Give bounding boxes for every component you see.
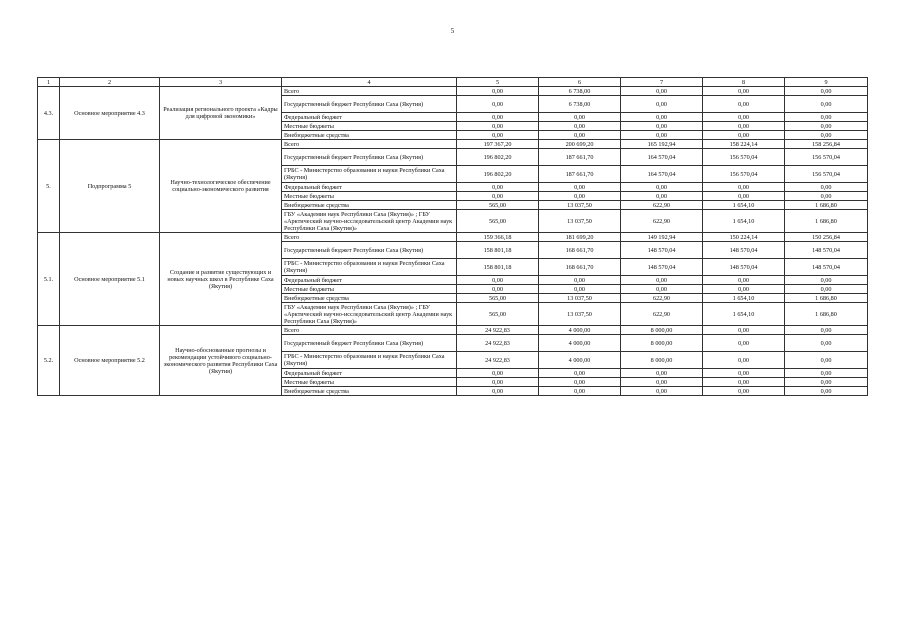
amount-cell: 0,00 xyxy=(703,183,785,192)
amount-cell: 0,00 xyxy=(703,122,785,131)
amount-cell: 13 037,50 xyxy=(539,303,621,326)
amount-cell: 8 000,00 xyxy=(621,352,703,369)
amount-cell: 0,00 xyxy=(539,387,621,396)
amount-cell: 0,00 xyxy=(703,276,785,285)
funding-source: Местные бюджеты xyxy=(282,192,457,201)
program-description: Создание и развитие существующих и новых научных школ в Республике Саха (Якутия) xyxy=(160,233,282,326)
amount-cell: 0,00 xyxy=(621,387,703,396)
amount-cell: 0,00 xyxy=(703,113,785,122)
program-name: Подпрограмма 5 xyxy=(60,140,160,233)
budget-table-body xyxy=(38,78,868,396)
table-row xyxy=(38,233,868,242)
amount-cell: 0,00 xyxy=(539,113,621,122)
amount-cell: 24 922,83 xyxy=(457,352,539,369)
amount-cell: 622,90 xyxy=(621,294,703,303)
amount-cell: 0,00 xyxy=(785,378,868,387)
header-row xyxy=(38,78,868,87)
amount-cell: 0,00 xyxy=(539,192,621,201)
amount-cell: 159 366,18 xyxy=(457,233,539,242)
funding-source: Местные бюджеты xyxy=(282,285,457,294)
amount-cell: 187 661,70 xyxy=(539,149,621,166)
column-header: 4 xyxy=(282,78,457,87)
amount-cell: 0,00 xyxy=(539,183,621,192)
amount-cell: 13 037,50 xyxy=(539,201,621,210)
amount-cell: 8 000,00 xyxy=(621,326,703,335)
funding-source: ГБУ «Академия наук Республики Саха (Якутия)» ; ГБУ «Арктический научно-исследовательский центр Академии наук Республики Саха (Якутия)» xyxy=(282,303,457,326)
funding-source: Внебюджетные средства xyxy=(282,131,457,140)
amount-cell: 0,00 xyxy=(703,335,785,352)
amount-cell: 0,00 xyxy=(703,369,785,378)
amount-cell: 565,00 xyxy=(457,210,539,233)
amount-cell: 148 570,04 xyxy=(621,259,703,276)
amount-cell: 6 738,00 xyxy=(539,96,621,113)
program-description: Реализация регионального проекта «Кадры для цифровой экономики» xyxy=(160,87,282,140)
amount-cell: 0,00 xyxy=(621,113,703,122)
amount-cell: 0,00 xyxy=(785,335,868,352)
amount-cell: 1 654,10 xyxy=(703,294,785,303)
funding-source: ГРБС - Министерство образования и науки Республики Саха (Якутия) xyxy=(282,352,457,369)
funding-source: Федеральный бюджет xyxy=(282,369,457,378)
funding-source: Федеральный бюджет xyxy=(282,113,457,122)
amount-cell: 0,00 xyxy=(785,326,868,335)
funding-source: Всего xyxy=(282,326,457,335)
amount-cell: 164 570,04 xyxy=(621,166,703,183)
amount-cell: 158 256,84 xyxy=(785,140,868,149)
funding-source: Внебюджетные средства xyxy=(282,387,457,396)
amount-cell: 164 570,04 xyxy=(621,149,703,166)
amount-cell: 181 699,20 xyxy=(539,233,621,242)
row-number: 5. xyxy=(38,140,60,233)
funding-source: ГБУ «Академия наук Республики Саха (Якутия)» ; ГБУ «Арктический научно-исследовательский центр Академии наук Республики Саха (Якутия)» xyxy=(282,210,457,233)
amount-cell: 0,00 xyxy=(785,369,868,378)
amount-cell: 0,00 xyxy=(703,326,785,335)
amount-cell: 168 661,70 xyxy=(539,242,621,259)
amount-cell: 158 224,14 xyxy=(703,140,785,149)
program-name: Основное мероприятие 4.3 xyxy=(60,87,160,140)
amount-cell: 0,00 xyxy=(621,122,703,131)
amount-cell: 1 686,80 xyxy=(785,303,868,326)
amount-cell: 156 570,04 xyxy=(785,166,868,183)
amount-cell: 0,00 xyxy=(785,276,868,285)
amount-cell: 565,00 xyxy=(457,201,539,210)
amount-cell: 4 000,00 xyxy=(539,352,621,369)
row-number: 5.2. xyxy=(38,326,60,396)
amount-cell: 165 192,94 xyxy=(621,140,703,149)
funding-source: Государственный бюджет Республики Саха (Якутия) xyxy=(282,96,457,113)
amount-cell: 24 922,83 xyxy=(457,326,539,335)
funding-source: Внебюджетные средства xyxy=(282,201,457,210)
funding-source: Всего xyxy=(282,140,457,149)
funding-source: ГРБС - Министерство образования и науки Республики Саха (Якутия) xyxy=(282,166,457,183)
amount-cell: 0,00 xyxy=(785,113,868,122)
amount-cell: 168 661,70 xyxy=(539,259,621,276)
amount-cell: 0,00 xyxy=(621,131,703,140)
amount-cell: 196 802,20 xyxy=(457,166,539,183)
amount-cell: 0,00 xyxy=(785,352,868,369)
amount-cell: 0,00 xyxy=(539,369,621,378)
amount-cell: 0,00 xyxy=(621,285,703,294)
column-header: 8 xyxy=(703,78,785,87)
amount-cell: 565,00 xyxy=(457,294,539,303)
amount-cell: 0,00 xyxy=(621,378,703,387)
funding-source: ГРБС - Министерство образования и науки Республики Саха (Якутия) xyxy=(282,259,457,276)
amount-cell: 148 570,04 xyxy=(785,259,868,276)
amount-cell: 0,00 xyxy=(703,285,785,294)
amount-cell: 4 000,00 xyxy=(539,335,621,352)
amount-cell: 0,00 xyxy=(785,387,868,396)
amount-cell: 8 000,00 xyxy=(621,335,703,352)
amount-cell: 0,00 xyxy=(785,183,868,192)
amount-cell: 200 699,20 xyxy=(539,140,621,149)
amount-cell: 148 570,04 xyxy=(703,259,785,276)
amount-cell: 0,00 xyxy=(457,113,539,122)
amount-cell: 0,00 xyxy=(457,387,539,396)
amount-cell: 0,00 xyxy=(457,192,539,201)
amount-cell: 0,00 xyxy=(621,369,703,378)
amount-cell: 0,00 xyxy=(703,192,785,201)
amount-cell: 6 738,00 xyxy=(539,87,621,96)
amount-cell: 1 686,80 xyxy=(785,294,868,303)
amount-cell: 0,00 xyxy=(785,96,868,113)
funding-source: Государственный бюджет Республики Саха (Якутия) xyxy=(282,335,457,352)
amount-cell: 0,00 xyxy=(457,369,539,378)
amount-cell: 0,00 xyxy=(703,131,785,140)
amount-cell: 0,00 xyxy=(457,122,539,131)
amount-cell: 0,00 xyxy=(539,276,621,285)
amount-cell: 148 570,04 xyxy=(703,242,785,259)
funding-source: Местные бюджеты xyxy=(282,122,457,131)
amount-cell: 0,00 xyxy=(539,131,621,140)
amount-cell: 0,00 xyxy=(621,192,703,201)
column-header: 6 xyxy=(539,78,621,87)
amount-cell: 158 801,18 xyxy=(457,259,539,276)
column-header: 3 xyxy=(160,78,282,87)
amount-cell: 0,00 xyxy=(457,276,539,285)
amount-cell: 149 192,94 xyxy=(621,233,703,242)
amount-cell: 187 661,70 xyxy=(539,166,621,183)
amount-cell: 0,00 xyxy=(621,87,703,96)
amount-cell: 0,00 xyxy=(785,192,868,201)
amount-cell: 0,00 xyxy=(621,96,703,113)
amount-cell: 0,00 xyxy=(457,96,539,113)
column-header: 7 xyxy=(621,78,703,87)
amount-cell: 1 654,10 xyxy=(703,210,785,233)
amount-cell: 0,00 xyxy=(703,378,785,387)
row-number: 4.3. xyxy=(38,87,60,140)
page-number: 5 xyxy=(450,27,455,35)
amount-cell: 0,00 xyxy=(457,285,539,294)
amount-cell: 565,00 xyxy=(457,303,539,326)
column-header: 5 xyxy=(457,78,539,87)
amount-cell: 622,90 xyxy=(621,201,703,210)
amount-cell: 0,00 xyxy=(785,131,868,140)
program-description: Научно-технологическое обеспечение социально-экономического развития xyxy=(160,140,282,233)
funding-source: Всего xyxy=(282,87,457,96)
amount-cell: 156 570,04 xyxy=(703,166,785,183)
amount-cell: 0,00 xyxy=(621,276,703,285)
table-row xyxy=(38,326,868,335)
funding-source: Федеральный бюджет xyxy=(282,276,457,285)
amount-cell: 0,00 xyxy=(785,285,868,294)
table-row xyxy=(38,87,868,96)
column-header: 1 xyxy=(38,78,60,87)
budget-table xyxy=(37,77,868,396)
column-header: 2 xyxy=(60,78,160,87)
funding-source: Государственный бюджет Республики Саха (Якутия) xyxy=(282,242,457,259)
row-number: 5.1. xyxy=(38,233,60,326)
funding-source: Федеральный бюджет xyxy=(282,183,457,192)
funding-source: Местные бюджеты xyxy=(282,378,457,387)
program-description: Научно-обоснованные прогнозы и рекомендации устойчивого социально-экономического развития Республики Саха (Якутия) xyxy=(160,326,282,396)
column-header: 9 xyxy=(785,78,868,87)
amount-cell: 197 367,20 xyxy=(457,140,539,149)
amount-cell: 1 654,10 xyxy=(703,303,785,326)
amount-cell: 150 224,14 xyxy=(703,233,785,242)
amount-cell: 0,00 xyxy=(457,131,539,140)
amount-cell: 0,00 xyxy=(703,87,785,96)
amount-cell: 148 570,04 xyxy=(785,242,868,259)
amount-cell: 13 037,50 xyxy=(539,210,621,233)
amount-cell: 622,90 xyxy=(621,210,703,233)
table-row xyxy=(38,140,868,149)
program-name: Основное мероприятие 5.2 xyxy=(60,326,160,396)
amount-cell: 156 570,04 xyxy=(785,149,868,166)
program-name: Основное мероприятие 5.1 xyxy=(60,233,160,326)
amount-cell: 0,00 xyxy=(703,387,785,396)
amount-cell: 0,00 xyxy=(785,122,868,131)
amount-cell: 1 654,10 xyxy=(703,201,785,210)
amount-cell: 0,00 xyxy=(539,378,621,387)
amount-cell: 1 686,80 xyxy=(785,210,868,233)
amount-cell: 0,00 xyxy=(457,87,539,96)
amount-cell: 622,90 xyxy=(621,303,703,326)
amount-cell: 0,00 xyxy=(539,285,621,294)
amount-cell: 156 570,04 xyxy=(703,149,785,166)
amount-cell: 4 000,00 xyxy=(539,326,621,335)
amount-cell: 0,00 xyxy=(457,183,539,192)
amount-cell: 0,00 xyxy=(621,183,703,192)
amount-cell: 0,00 xyxy=(539,122,621,131)
amount-cell: 0,00 xyxy=(785,87,868,96)
funding-source: Государственный бюджет Республики Саха (Якутия) xyxy=(282,149,457,166)
amount-cell: 13 037,50 xyxy=(539,294,621,303)
amount-cell: 24 922,83 xyxy=(457,335,539,352)
funding-source: Внебюджетные средства xyxy=(282,294,457,303)
amount-cell: 158 801,18 xyxy=(457,242,539,259)
amount-cell: 0,00 xyxy=(457,378,539,387)
amount-cell: 148 570,04 xyxy=(621,242,703,259)
amount-cell: 0,00 xyxy=(703,352,785,369)
funding-source: Всего xyxy=(282,233,457,242)
amount-cell: 0,00 xyxy=(703,96,785,113)
amount-cell: 1 686,80 xyxy=(785,201,868,210)
amount-cell: 196 802,20 xyxy=(457,149,539,166)
amount-cell: 150 256,84 xyxy=(785,233,868,242)
